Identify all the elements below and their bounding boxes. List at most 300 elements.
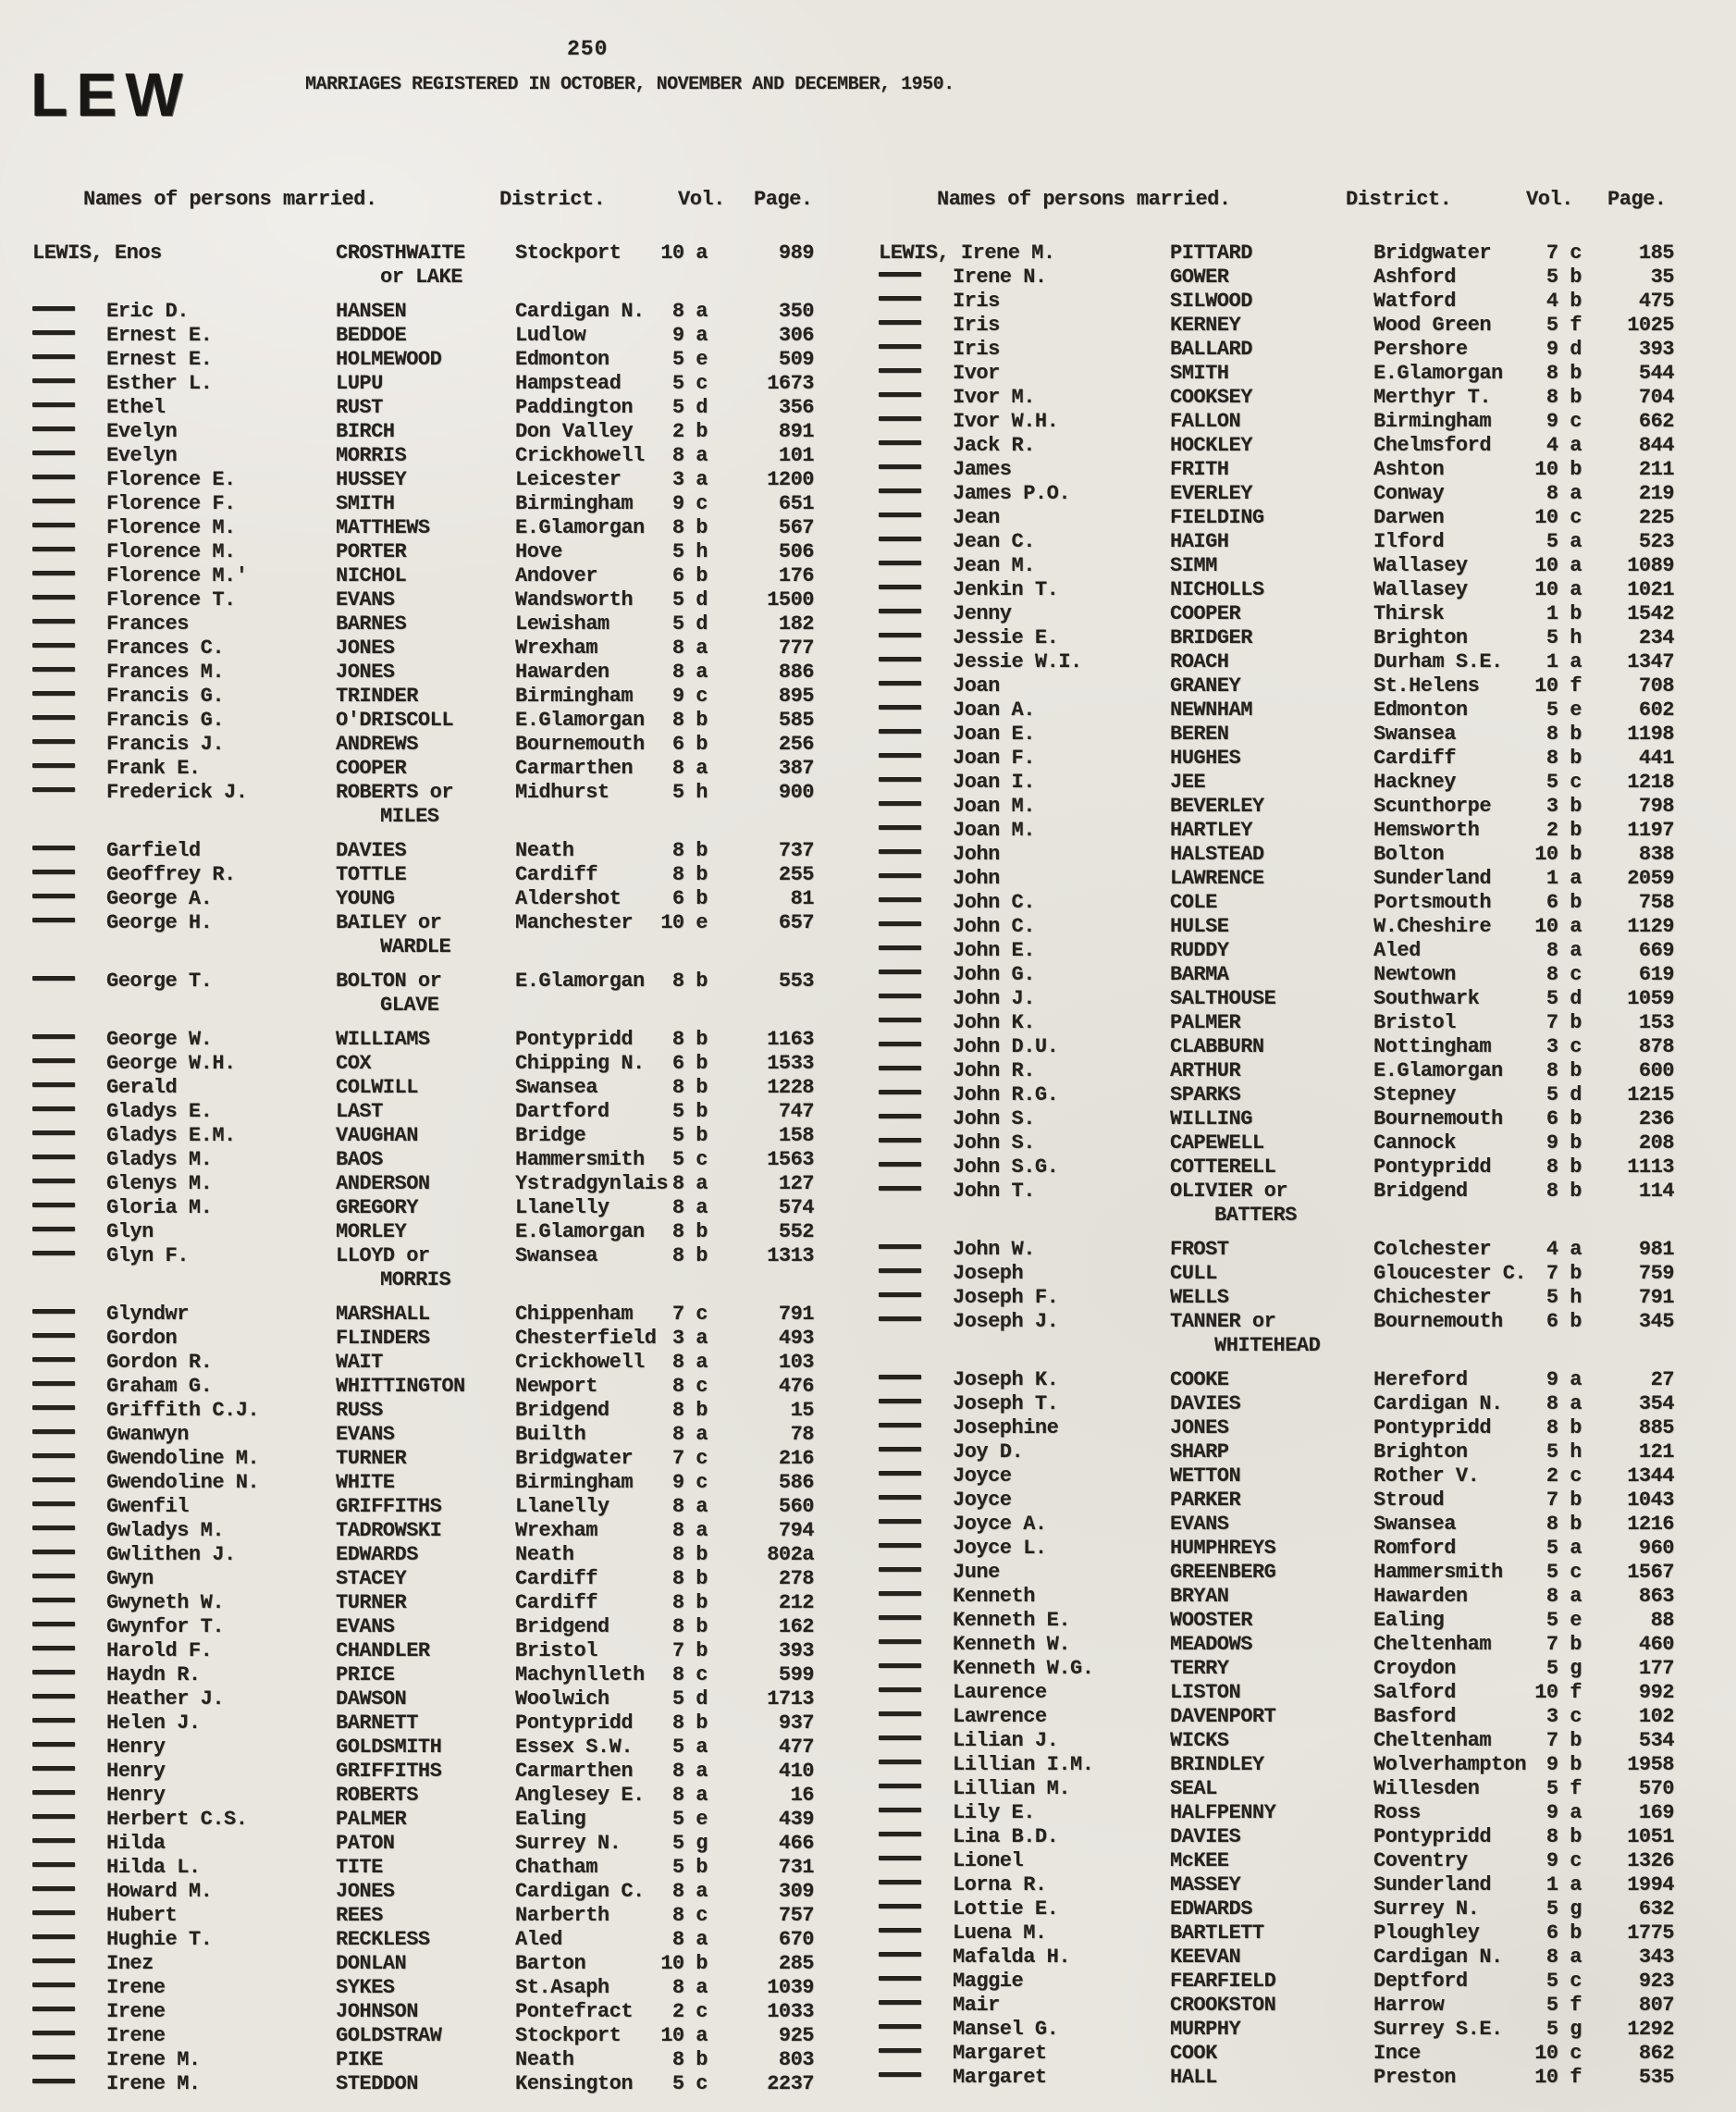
volume-ref: 4 a bbox=[1545, 434, 1582, 457]
spouse-surname: ROBERTS or bbox=[336, 781, 454, 804]
ditto-dash-icon bbox=[32, 1886, 75, 1891]
district: Llanelly bbox=[515, 1495, 609, 1518]
volume-ref: 3 a bbox=[671, 1327, 708, 1350]
district: Pontypridd bbox=[1373, 1155, 1492, 1179]
index-entry bbox=[879, 1488, 1679, 1513]
ditto-dash-icon bbox=[32, 1333, 75, 1338]
district: Wrexham bbox=[515, 1519, 597, 1542]
person-name: Glyn bbox=[106, 1220, 154, 1243]
ditto-cell bbox=[879, 554, 953, 578]
volume-ref: 8 b bbox=[671, 516, 708, 539]
ditto-cell bbox=[879, 1681, 953, 1705]
ditto-cell bbox=[32, 372, 106, 396]
spouse-surname: JOHNSON bbox=[336, 2000, 418, 2023]
person-name: John G. bbox=[953, 963, 1035, 986]
ditto-dash-icon bbox=[32, 499, 75, 503]
ditto-cell bbox=[32, 1760, 106, 1784]
page-ref: 16 bbox=[790, 1784, 814, 1807]
volume-ref: 10 a bbox=[660, 2024, 708, 2047]
ditto-dash-icon bbox=[879, 1471, 921, 1476]
spouse-surname: TRINDER bbox=[336, 685, 418, 708]
index-entry bbox=[32, 372, 819, 396]
ditto-dash-icon bbox=[879, 729, 921, 734]
spouse-surname: SYKES bbox=[336, 1976, 395, 1999]
page-ref: 219 bbox=[1638, 482, 1674, 505]
ditto-dash-icon bbox=[32, 1453, 75, 1458]
person-name: Joyce bbox=[953, 1488, 1012, 1512]
ditto-cell bbox=[879, 1107, 953, 1131]
index-entry bbox=[32, 468, 819, 492]
spouse-surname: COOKSEY bbox=[1170, 386, 1252, 409]
volume-ref: 6 b bbox=[671, 1052, 708, 1075]
district: Bridgwater bbox=[1373, 241, 1492, 265]
ditto-cell bbox=[32, 685, 106, 709]
person-name: Gordon R. bbox=[106, 1351, 213, 1374]
ditto-dash-icon bbox=[879, 416, 921, 421]
spouse-surname: HUGHES bbox=[1170, 747, 1241, 770]
volume-ref: 8 b bbox=[671, 1615, 708, 1638]
district: Coventry bbox=[1373, 1849, 1468, 1872]
volume-ref: 5 d bbox=[671, 396, 708, 419]
spouse-surname: GOLDSMITH bbox=[336, 1735, 442, 1759]
ditto-cell bbox=[879, 1035, 953, 1059]
ditto-cell bbox=[879, 843, 953, 867]
spouse-surname: BAOS bbox=[336, 1148, 383, 1171]
district: Chippenham bbox=[515, 1303, 634, 1326]
page-ref: 535 bbox=[1638, 2066, 1674, 2089]
district: Cannock bbox=[1373, 1131, 1456, 1155]
ditto-cell bbox=[32, 1952, 106, 1976]
ditto-cell bbox=[32, 1351, 106, 1375]
page-ref: 632 bbox=[1638, 1897, 1674, 1921]
spouse-surname: EVANS bbox=[336, 588, 395, 611]
page-ref: 759 bbox=[1638, 1262, 1674, 1285]
ditto-dash-icon bbox=[32, 1381, 75, 1386]
ditto-cell bbox=[32, 1423, 106, 1447]
volume-ref: 5 b bbox=[671, 1124, 708, 1147]
index-entry bbox=[879, 314, 1679, 338]
district: Chichester bbox=[1373, 1286, 1492, 1309]
page-ref: 704 bbox=[1638, 386, 1674, 409]
district: Conway bbox=[1373, 482, 1445, 505]
district: Bournemouth bbox=[1373, 1310, 1503, 1333]
index-column-left bbox=[32, 241, 819, 2096]
ditto-dash-icon bbox=[879, 921, 921, 926]
person-name: Esther L. bbox=[106, 372, 213, 395]
district: W.Cheshire bbox=[1373, 915, 1492, 938]
index-entry bbox=[879, 1180, 1679, 1204]
person-name: Iris bbox=[953, 290, 1000, 313]
volume-ref: 2 c bbox=[671, 2000, 708, 2023]
volume-ref: 5 d bbox=[671, 588, 708, 611]
volume-ref: 8 b bbox=[1545, 1416, 1582, 1439]
index-entry bbox=[32, 396, 819, 420]
page-number: 250 bbox=[567, 37, 609, 61]
ditto-cell bbox=[879, 410, 953, 434]
person-name: Laurence bbox=[953, 1681, 1047, 1704]
person-name: Gloria M. bbox=[106, 1196, 213, 1219]
ditto-dash-icon bbox=[32, 1958, 75, 1963]
district: Bournemouth bbox=[515, 733, 645, 756]
spouse-surname: BEVERLEY bbox=[1170, 795, 1264, 818]
person-name: George T. bbox=[106, 970, 213, 993]
volume-ref: 8 a bbox=[671, 1196, 708, 1219]
spouse-surname: COOK bbox=[1170, 2042, 1217, 2065]
volume-ref: 1 a bbox=[1545, 1873, 1582, 1896]
volume-ref: 5 c bbox=[1545, 1970, 1582, 1993]
person-name: Jean bbox=[953, 506, 1000, 529]
person-name: Lilian J. bbox=[953, 1729, 1059, 1752]
volume-ref: 8 b bbox=[671, 2048, 708, 2071]
index-entry bbox=[879, 1011, 1679, 1035]
page-ref: 225 bbox=[1638, 506, 1674, 529]
volume-ref: 10 f bbox=[1534, 674, 1582, 698]
spouse-surname: EVERLEY bbox=[1170, 482, 1252, 505]
page-ref: 791 bbox=[778, 1303, 814, 1326]
spouse-surname: HANSEN bbox=[336, 300, 407, 323]
ditto-dash-icon bbox=[32, 1670, 75, 1674]
ditto-cell bbox=[32, 636, 106, 661]
volume-ref: 7 b bbox=[1545, 1488, 1582, 1512]
page-ref: 1089 bbox=[1627, 554, 1674, 577]
ditto-cell bbox=[32, 492, 106, 516]
spouse-surname: HOLMEWOOD bbox=[336, 348, 442, 371]
ditto-dash-icon bbox=[32, 691, 75, 696]
ditto-dash-icon bbox=[32, 402, 75, 407]
ditto-dash-icon bbox=[32, 595, 75, 599]
spouse-surname: MURPHY bbox=[1170, 2018, 1241, 2041]
spouse-surname: BEREN bbox=[1170, 723, 1229, 746]
district: Narberth bbox=[515, 1904, 609, 1927]
person-name: Gwendoline N. bbox=[106, 1471, 260, 1494]
district: Builth bbox=[515, 1423, 586, 1446]
page-ref: 15 bbox=[790, 1399, 814, 1422]
ditto-cell bbox=[32, 1375, 106, 1399]
ditto-dash-icon bbox=[32, 1694, 75, 1698]
ditto-dash-icon bbox=[32, 643, 75, 648]
person-name: Jean C. bbox=[953, 530, 1035, 553]
page-ref: 255 bbox=[778, 863, 814, 886]
index-entry bbox=[32, 420, 819, 444]
spouse-surname: GRANEY bbox=[1170, 674, 1241, 698]
ditto-cell bbox=[32, 1591, 106, 1615]
index-entry bbox=[879, 386, 1679, 410]
index-entry bbox=[32, 540, 819, 564]
spouse-surname: COOPER bbox=[336, 757, 407, 780]
page-ref: 466 bbox=[778, 1832, 814, 1855]
volume-ref: 6 b bbox=[671, 733, 708, 756]
ditto-cell bbox=[879, 795, 953, 819]
spouse-surname: JEE bbox=[1170, 771, 1206, 794]
ditto-dash-icon bbox=[32, 1429, 75, 1434]
page-ref: 102 bbox=[1638, 1705, 1674, 1728]
person-name: Frances C. bbox=[106, 636, 225, 660]
ditto-cell bbox=[32, 781, 106, 805]
volume-ref: 9 b bbox=[1545, 1131, 1582, 1155]
person-name: Gwynfor T. bbox=[106, 1615, 225, 1638]
person-name: John W. bbox=[953, 1238, 1035, 1261]
spouse-surname: PIKE bbox=[336, 2048, 383, 2071]
district: Scunthorpe bbox=[1373, 795, 1492, 818]
page-ref: 208 bbox=[1638, 1131, 1674, 1155]
volume-ref: 8 a bbox=[671, 661, 708, 684]
ditto-cell bbox=[32, 1100, 106, 1124]
person-name: Florence E. bbox=[106, 468, 236, 491]
header-page-left: Page. bbox=[754, 188, 813, 211]
ditto-dash-icon bbox=[879, 1162, 921, 1167]
spouse-surname: HUSSEY bbox=[336, 468, 407, 491]
ditto-dash-icon bbox=[32, 619, 75, 624]
person-name: June bbox=[953, 1561, 1000, 1584]
spouse-surname: BALLARD bbox=[1170, 338, 1252, 361]
ditto-cell bbox=[32, 1076, 106, 1100]
district: Cardiff bbox=[515, 1567, 597, 1590]
district: Birmingham bbox=[1373, 410, 1492, 433]
district: Bridgend bbox=[515, 1615, 609, 1638]
spouse-surname: HUMPHREYS bbox=[1170, 1537, 1276, 1560]
volume-ref: 5 e bbox=[671, 1808, 708, 1831]
page-ref: 345 bbox=[1638, 1310, 1674, 1333]
index-entry bbox=[879, 1705, 1679, 1729]
index-entry bbox=[32, 661, 819, 685]
person-name: James P.O. bbox=[953, 482, 1071, 505]
ditto-cell bbox=[32, 1711, 106, 1735]
page-ref: 757 bbox=[778, 1904, 814, 1927]
page-ref: 393 bbox=[778, 1639, 814, 1662]
index-entry bbox=[32, 1519, 819, 1543]
volume-ref: 8 b bbox=[1545, 747, 1582, 770]
spouse-surname: HALL bbox=[1170, 2066, 1217, 2089]
person-name: Ivor M. bbox=[953, 386, 1035, 409]
page-ref: 114 bbox=[1638, 1180, 1674, 1203]
spouse-surname: DAWSON bbox=[336, 1687, 407, 1711]
district: E.Glamorgan bbox=[1373, 362, 1503, 385]
ditto-cell bbox=[879, 1994, 953, 2018]
index-entry bbox=[32, 1100, 819, 1124]
ditto-dash-icon bbox=[879, 681, 921, 685]
volume-ref: 9 a bbox=[1545, 1801, 1582, 1824]
ditto-cell bbox=[879, 1286, 953, 1310]
volume-ref: 8 a bbox=[671, 1760, 708, 1783]
ditto-cell bbox=[879, 650, 953, 674]
ditto-cell bbox=[879, 1921, 953, 1945]
spouse-surname: PALMER bbox=[1170, 1011, 1241, 1034]
volume-ref: 5 h bbox=[1545, 1286, 1582, 1309]
district: Wallasey bbox=[1373, 578, 1468, 601]
index-entry bbox=[879, 554, 1679, 578]
ditto-dash-icon bbox=[879, 1784, 921, 1788]
spouse-surname: VAUGHAN bbox=[336, 1124, 418, 1147]
person-name: John R. bbox=[953, 1059, 1035, 1082]
volume-ref: 5 h bbox=[671, 781, 708, 804]
ditto-cell bbox=[879, 867, 953, 891]
spouse-surname: LAST bbox=[336, 1100, 383, 1123]
ditto-cell bbox=[879, 674, 953, 698]
person-name: Gwladys M. bbox=[106, 1519, 225, 1542]
ditto-dash-icon bbox=[879, 537, 921, 541]
person-name: Ivor bbox=[953, 362, 1000, 385]
index-entry bbox=[32, 1952, 819, 1976]
ditto-cell bbox=[32, 661, 106, 685]
ditto-cell bbox=[879, 1945, 953, 1970]
volume-ref: 7 c bbox=[671, 1447, 708, 1470]
person-name: Evelyn bbox=[106, 444, 178, 467]
volume-ref: 9 a bbox=[671, 324, 708, 347]
ditto-cell bbox=[32, 2048, 106, 2072]
spouse-surname: MASSEY bbox=[1170, 1873, 1241, 1896]
person-name: Ethel bbox=[106, 396, 166, 419]
district: Darwen bbox=[1373, 506, 1445, 529]
ditto-dash-icon bbox=[32, 1203, 75, 1207]
spouse-surname: NICHOLLS bbox=[1170, 578, 1264, 601]
ditto-dash-icon bbox=[32, 1574, 75, 1578]
page-ref: 475 bbox=[1638, 290, 1674, 313]
district: Cardigan N. bbox=[515, 300, 645, 323]
person-name: John S.G. bbox=[953, 1155, 1059, 1179]
ditto-cell bbox=[32, 612, 106, 636]
index-entry bbox=[879, 1464, 1679, 1488]
index-entry-continuation bbox=[32, 805, 819, 829]
person-name: Ivor W.H. bbox=[953, 410, 1059, 433]
ditto-cell bbox=[879, 1180, 953, 1204]
volume-ref: 10 a bbox=[1534, 554, 1582, 577]
ditto-dash-icon bbox=[879, 1447, 921, 1451]
ditto-dash-icon bbox=[879, 392, 921, 397]
district: Hammersmith bbox=[1373, 1561, 1503, 1584]
index-entry bbox=[32, 887, 819, 911]
index-entry bbox=[32, 1220, 819, 1244]
spouse-surname: SHARP bbox=[1170, 1440, 1229, 1464]
index-entry bbox=[32, 1615, 819, 1639]
page-ref: 211 bbox=[1638, 458, 1674, 481]
page-ref: 1197 bbox=[1627, 819, 1674, 842]
district: Hereford bbox=[1373, 1368, 1468, 1391]
page-ref: 662 bbox=[1638, 410, 1674, 433]
volume-ref: 8 b bbox=[671, 709, 708, 732]
page-ref: 900 bbox=[778, 781, 814, 804]
ditto-cell bbox=[32, 396, 106, 420]
volume-ref: 9 a bbox=[1545, 1368, 1582, 1391]
index-entry bbox=[879, 963, 1679, 987]
district: Edmonton bbox=[515, 348, 609, 371]
index-entry bbox=[32, 2072, 819, 2096]
person-name: Irene bbox=[106, 2024, 166, 2047]
page-ref: 234 bbox=[1638, 626, 1674, 649]
index-entry bbox=[879, 1921, 1679, 1945]
header-district-left: District. bbox=[499, 188, 606, 211]
index-entry bbox=[32, 1976, 819, 2000]
ditto-dash-icon bbox=[32, 667, 75, 672]
ditto-dash-icon bbox=[879, 1268, 921, 1273]
district: Edmonton bbox=[1373, 698, 1468, 722]
volume-ref: 10 a bbox=[1534, 578, 1582, 601]
ditto-dash-icon bbox=[32, 571, 75, 575]
ditto-cell bbox=[879, 819, 953, 843]
spouse-surname: BARTLETT bbox=[1170, 1921, 1264, 1945]
spouse-surname: GRIFFITHS bbox=[336, 1760, 442, 1783]
volume-ref: 8 a bbox=[671, 1351, 708, 1374]
person-name: Gladys E. bbox=[106, 1100, 213, 1123]
ditto-cell bbox=[879, 1897, 953, 1921]
district: Manchester bbox=[515, 911, 634, 934]
spouse-surname: PORTER bbox=[336, 540, 407, 563]
ditto-dash-icon bbox=[32, 2055, 75, 2059]
spouse-surname: NICHOL bbox=[336, 564, 407, 587]
ditto-cell bbox=[879, 1440, 953, 1464]
ditto-cell bbox=[879, 1238, 953, 1262]
ditto-dash-icon bbox=[879, 320, 921, 325]
district: Wolverhampton bbox=[1373, 1753, 1527, 1776]
page-ref: 1292 bbox=[1627, 2018, 1674, 2041]
volume-ref: 8 b bbox=[671, 1244, 708, 1267]
page-ref: 81 bbox=[790, 887, 814, 910]
index-entry bbox=[32, 685, 819, 709]
district: Essex S.W. bbox=[515, 1735, 634, 1759]
ditto-dash-icon bbox=[879, 1292, 921, 1297]
spouse-surname: COLE bbox=[1170, 891, 1217, 914]
page-ref: 1039 bbox=[767, 1976, 814, 1999]
spouse-surname-alt: BATTERS bbox=[1214, 1204, 1297, 1227]
index-entry bbox=[879, 1238, 1679, 1262]
volume-ref: 5 g bbox=[671, 1832, 708, 1855]
volume-ref: 5 g bbox=[1545, 1657, 1582, 1680]
spouse-surname: DAVIES bbox=[336, 839, 407, 862]
district: Hove bbox=[515, 540, 562, 563]
spouse-surname: PATON bbox=[336, 1832, 395, 1855]
spouse-surname: RUST bbox=[336, 396, 383, 419]
page-ref: 992 bbox=[1638, 1681, 1674, 1704]
index-entry bbox=[32, 1832, 819, 1856]
ditto-cell bbox=[879, 626, 953, 650]
district: E.Glamorgan bbox=[515, 709, 645, 732]
district: Ploughley bbox=[1373, 1921, 1480, 1945]
page-ref: 669 bbox=[1638, 939, 1674, 962]
spouse-surname: O'DRISCOLL bbox=[336, 709, 454, 732]
ditto-dash-icon bbox=[879, 1808, 921, 1812]
person-name: Irene M. bbox=[106, 2072, 201, 2095]
ditto-dash-icon bbox=[879, 1543, 921, 1548]
district: Midhurst bbox=[515, 781, 609, 804]
ditto-dash-icon bbox=[32, 2007, 75, 2011]
page-ref: 844 bbox=[1638, 434, 1674, 457]
volume-ref: 3 c bbox=[1545, 1705, 1582, 1728]
volume-ref: 5 c bbox=[1545, 1561, 1582, 1584]
volume-ref: 7 b bbox=[1545, 1011, 1582, 1034]
person-name: Joseph F. bbox=[953, 1286, 1059, 1309]
ditto-dash-icon bbox=[879, 2024, 921, 2029]
index-entry bbox=[32, 781, 819, 805]
index-entry bbox=[879, 1131, 1679, 1155]
spouse-surname: RUDDY bbox=[1170, 939, 1229, 962]
ditto-cell bbox=[879, 1849, 953, 1873]
ditto-cell bbox=[879, 506, 953, 530]
spouse-surname: COOPER bbox=[1170, 602, 1241, 625]
index-entry bbox=[32, 1687, 819, 1711]
volume-ref: 7 b bbox=[1545, 1262, 1582, 1285]
ditto-dash-icon bbox=[879, 1090, 921, 1094]
ditto-cell bbox=[879, 338, 953, 362]
ditto-dash-icon bbox=[32, 1477, 75, 1482]
index-entry bbox=[879, 1897, 1679, 1921]
volume-ref: 6 b bbox=[671, 887, 708, 910]
person-name: George H. bbox=[106, 911, 213, 934]
header-vol-right: Vol. bbox=[1526, 188, 1573, 211]
spouse-surname: GRIFFITHS bbox=[336, 1495, 442, 1518]
spouse-surname: WETTON bbox=[1170, 1464, 1241, 1488]
ditto-dash-icon bbox=[879, 561, 921, 565]
page-ref: 1216 bbox=[1627, 1513, 1674, 1536]
district: Hammersmith bbox=[515, 1148, 645, 1171]
